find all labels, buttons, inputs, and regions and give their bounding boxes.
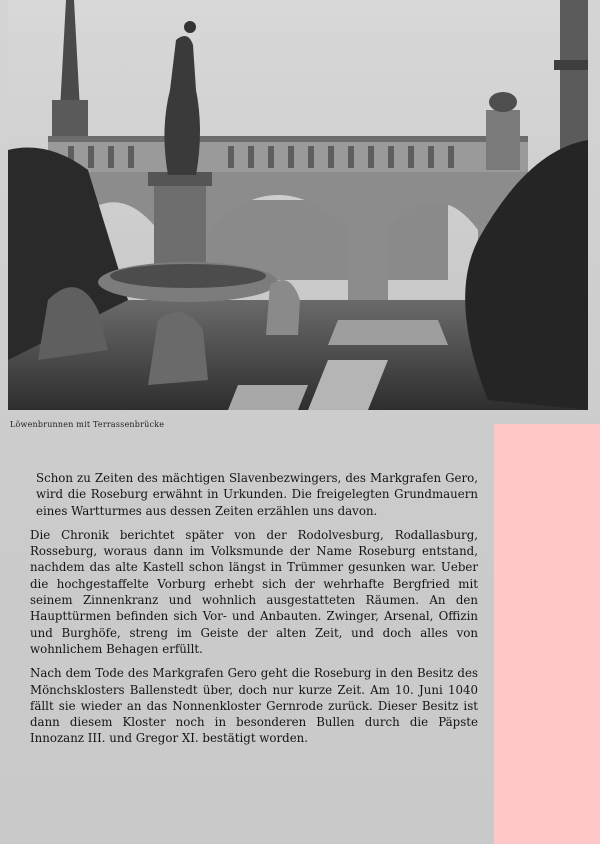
article-paragraph-1: Schon zu Zeiten des mächtigen Slavenbezwingers, des Markgrafen Gero, wird die Roseburg erwähnt in Urkunden. Die freigelegten Grundmauern eines Wartturmes aus dessen Zeiten erzählen uns davon. [36, 471, 478, 518]
pink-overlay-block [494, 424, 600, 844]
photo-illustration [8, 0, 588, 410]
photo-caption: Löwenbrunnen mit Terrassenbrücke [10, 420, 165, 429]
article-paragraph-2: Die Chronik berichtet später von der Rodolvesburg, Rodallasburg, Rosseburg, woraus dann im Volksmunde der Name Roseburg entstand, nachdem das alte Kastell schon längst in Trümmer gesunken war. Ueber die hochgestaffelte Vorburg erhebt sich der wehrhafte Bergfried mit seinem Zinnenkranz und wohnlich ausgestatteten Räumen. An den Haupttürmen befinden sich Vor- und Anbauten. Zwinger, Arsenal, Offizin und Burghöfe, streng im Geiste der alten Zeit, und doch alles von wohnlichem Behagen erfüllt. [30, 527, 478, 656]
article-paragraph-3: Nach dem Tode des Markgrafen Gero geht die Roseburg in den Besitz des Mönchsklosters Ballenstedt über, doch nur kurze Zeit. Am 10. Juni 1040 fällt sie wieder an das Nonnenkloster Gernrode zurück. Dieser Besitz ist dann diesem Kloster noch in besonderen Bullen durch die Päpste Innozanz III. und Gregor XI. bestätigt worden. [30, 666, 478, 746]
article-body [30, 470, 478, 755]
photo-lion-fountain-terrace-bridge [8, 0, 588, 410]
